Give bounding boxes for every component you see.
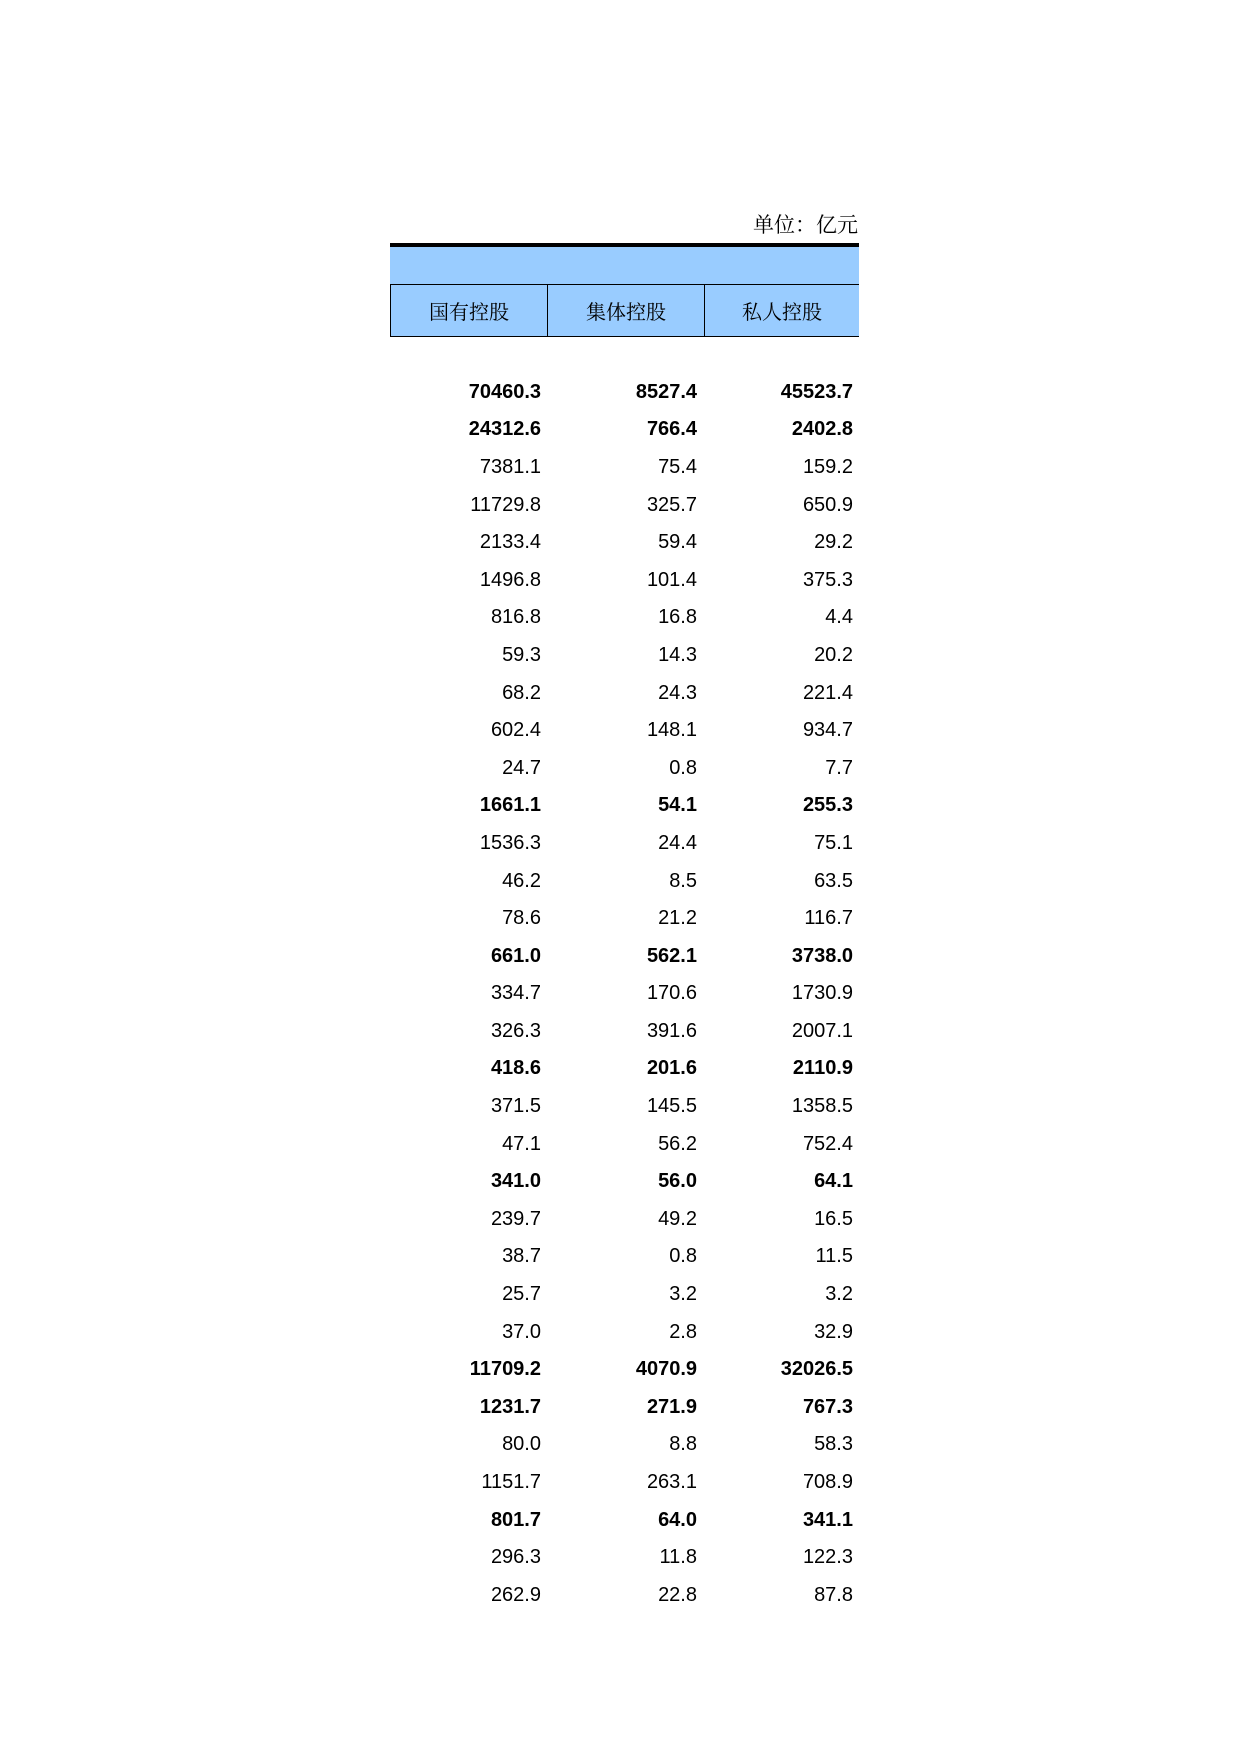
state-owned-value: 2133.4 <box>479 531 541 554</box>
state-owned-value: 37.0 <box>502 1320 541 1343</box>
table-row <box>390 824 859 862</box>
private-value: 752.4 <box>802 1132 853 1155</box>
private-value: 708.9 <box>802 1471 853 1494</box>
state-owned-value: 816.8 <box>490 606 541 629</box>
private-value: 255.3 <box>802 794 853 817</box>
table-row <box>390 1350 859 1388</box>
table-row <box>390 787 859 825</box>
table-row <box>390 711 859 749</box>
collective-value: 49.2 <box>658 1207 697 1230</box>
collective-value: 0.8 <box>669 756 697 779</box>
private-value: 4.4 <box>825 606 853 629</box>
table-row <box>390 899 859 937</box>
state-owned-value: 326.3 <box>490 1019 541 1042</box>
collective-value: 3.2 <box>669 1283 697 1306</box>
table-row <box>390 523 859 561</box>
private-value: 87.8 <box>814 1583 853 1606</box>
data-table-body <box>390 373 859 1614</box>
table-row <box>390 1576 859 1614</box>
collective-value: 8527.4 <box>635 380 697 403</box>
state-owned-value: 1536.3 <box>479 831 541 854</box>
table-row <box>390 1463 859 1501</box>
private-value: 1358.5 <box>791 1095 853 1118</box>
private-value: 650.9 <box>802 493 853 516</box>
state-owned-value: 371.5 <box>490 1095 541 1118</box>
private-value: 159.2 <box>802 455 853 478</box>
private-value: 3.2 <box>825 1283 853 1306</box>
collective-value: 59.4 <box>658 531 697 554</box>
state-owned-value: 47.1 <box>502 1132 541 1155</box>
state-owned-value: 1151.7 <box>481 1471 541 1494</box>
state-owned-value: 38.7 <box>502 1245 541 1268</box>
table-row <box>390 1087 859 1125</box>
private-value: 2110.9 <box>792 1057 853 1080</box>
table-row <box>390 1050 859 1088</box>
state-owned-value: 11709.2 <box>469 1358 541 1381</box>
collective-value: 766.4 <box>646 418 697 441</box>
table-row <box>390 599 859 637</box>
private-value: 11.5 <box>815 1245 853 1268</box>
collective-value: 148.1 <box>646 719 697 742</box>
table-row <box>390 1162 859 1200</box>
collective-value: 170.6 <box>646 982 697 1005</box>
table-row <box>390 448 859 486</box>
table-row <box>390 975 859 1013</box>
private-value: 375.3 <box>802 568 853 591</box>
state-owned-value: 7381.1 <box>479 455 541 478</box>
private-value: 32026.5 <box>780 1358 853 1381</box>
private-value: 221.4 <box>802 681 853 704</box>
collective-value: 391.6 <box>646 1019 697 1042</box>
table-row <box>390 1501 859 1539</box>
state-owned-value: 11729.8 <box>470 493 541 516</box>
private-value: 75.1 <box>814 831 853 854</box>
collective-value: 75.4 <box>658 455 697 478</box>
state-owned-value: 59.3 <box>502 643 541 666</box>
column-header-state-owned: 国有控股 <box>390 284 547 337</box>
collective-value: 4070.9 <box>635 1358 697 1381</box>
collective-value: 2.8 <box>669 1320 697 1343</box>
header-band <box>390 247 859 284</box>
private-value: 64.1 <box>814 1170 853 1193</box>
private-value: 7.7 <box>825 756 853 779</box>
table-row <box>390 373 859 411</box>
collective-value: 16.8 <box>658 606 697 629</box>
state-owned-value: 262.9 <box>490 1583 541 1606</box>
state-owned-value: 418.6 <box>490 1057 541 1080</box>
table-row <box>390 674 859 712</box>
table-row <box>390 937 859 975</box>
private-value: 767.3 <box>802 1395 853 1418</box>
private-value: 116.7 <box>804 907 853 930</box>
collective-value: 24.4 <box>658 831 697 854</box>
table-row <box>390 1238 859 1276</box>
unit-label: 单位：亿元 <box>753 213 858 237</box>
state-owned-value: 24312.6 <box>468 418 541 441</box>
private-value: 2402.8 <box>791 418 853 441</box>
collective-value: 0.8 <box>669 1245 697 1268</box>
collective-value: 8.5 <box>669 869 697 892</box>
private-value: 16.5 <box>814 1207 853 1230</box>
table-row <box>390 411 859 449</box>
table-row <box>390 862 859 900</box>
private-value: 2007.1 <box>791 1019 853 1042</box>
state-owned-value: 70460.3 <box>468 380 541 403</box>
state-owned-value: 25.7 <box>502 1283 541 1306</box>
table-row <box>390 561 859 599</box>
state-owned-value: 78.6 <box>502 907 541 930</box>
column-header-private: 私人控股 <box>704 284 859 337</box>
collective-value: 8.8 <box>669 1433 697 1456</box>
state-owned-value: 334.7 <box>490 982 541 1005</box>
collective-value: 14.3 <box>658 643 697 666</box>
collective-value: 562.1 <box>646 944 697 967</box>
private-value: 58.3 <box>814 1433 853 1456</box>
state-owned-value: 602.4 <box>490 719 541 742</box>
state-owned-value: 239.7 <box>490 1207 541 1230</box>
state-owned-value: 1661.1 <box>479 794 541 817</box>
table-row <box>390 1426 859 1464</box>
collective-value: 56.0 <box>658 1170 697 1193</box>
private-value: 45523.7 <box>780 380 853 403</box>
collective-value: 101.4 <box>646 568 697 591</box>
private-value: 934.7 <box>802 719 853 742</box>
collective-value: 271.9 <box>646 1395 697 1418</box>
collective-value: 24.3 <box>658 681 697 704</box>
table-row <box>390 486 859 524</box>
private-value: 63.5 <box>814 869 853 892</box>
table-row <box>390 1313 859 1351</box>
collective-value: 145.5 <box>646 1095 697 1118</box>
state-owned-value: 801.7 <box>490 1508 541 1531</box>
state-owned-value: 1231.7 <box>479 1395 541 1418</box>
state-owned-value: 661.0 <box>490 944 541 967</box>
collective-value: 56.2 <box>658 1132 697 1155</box>
collective-value: 54.1 <box>658 794 697 817</box>
state-owned-value: 46.2 <box>502 869 541 892</box>
private-value: 29.2 <box>814 531 853 554</box>
private-value: 20.2 <box>814 643 853 666</box>
table-row <box>390 1388 859 1426</box>
state-owned-value: 80.0 <box>502 1433 541 1456</box>
table-row <box>390 749 859 787</box>
collective-value: 11.8 <box>659 1546 697 1569</box>
state-owned-value: 296.3 <box>490 1546 541 1569</box>
collective-value: 325.7 <box>646 493 697 516</box>
state-owned-value: 68.2 <box>502 681 541 704</box>
collective-value: 201.6 <box>646 1057 697 1080</box>
table-row <box>390 1012 859 1050</box>
table-row <box>390 1275 859 1313</box>
collective-value: 263.1 <box>646 1471 697 1494</box>
table-row <box>390 1200 859 1238</box>
private-value: 3738.0 <box>791 944 853 967</box>
state-owned-value: 341.0 <box>490 1170 541 1193</box>
column-header-row <box>390 284 859 337</box>
private-value: 1730.9 <box>791 982 853 1005</box>
table-row <box>390 1125 859 1163</box>
private-value: 122.3 <box>802 1546 853 1569</box>
collective-value: 21.2 <box>658 907 697 930</box>
table-row <box>390 636 859 674</box>
column-header-collective: 集体控股 <box>547 284 704 337</box>
private-value: 341.1 <box>802 1508 853 1531</box>
collective-value: 64.0 <box>658 1508 697 1531</box>
table-row <box>390 1538 859 1576</box>
state-owned-value: 1496.8 <box>479 568 541 591</box>
private-value: 32.9 <box>814 1320 853 1343</box>
state-owned-value: 24.7 <box>502 756 541 779</box>
collective-value: 22.8 <box>658 1583 697 1606</box>
